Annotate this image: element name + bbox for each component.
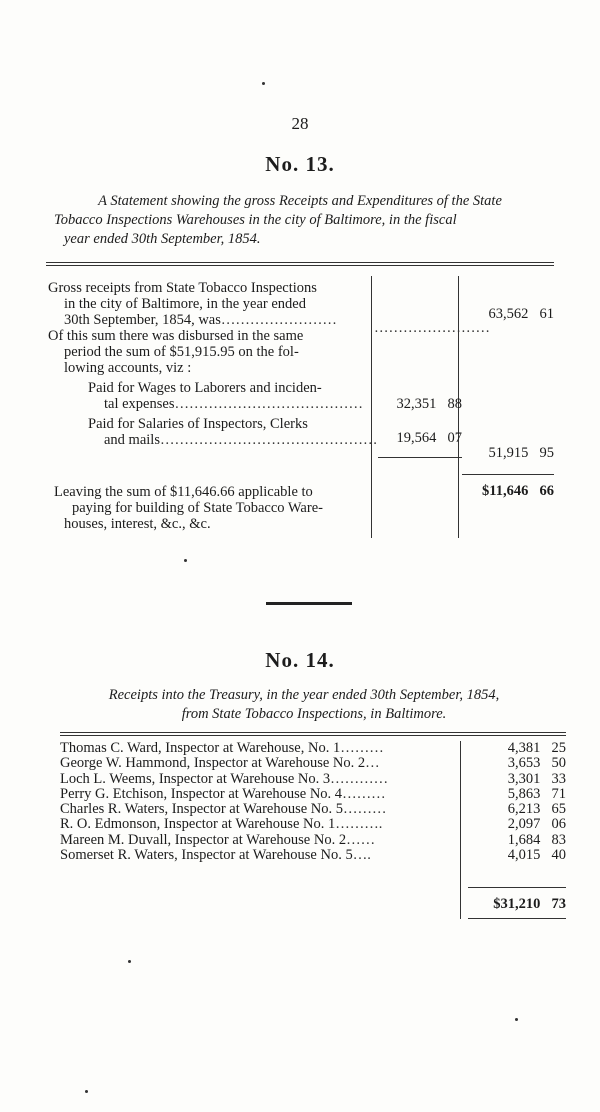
list-item: Somerset R. Waters, Inspector at Warehouse No. 5…. [60,847,371,864]
column-divider [371,276,372,538]
list-item: Charles R. Waters, Inspector at Warehouse No. 5……… [60,801,387,818]
total-rule [468,887,566,888]
ink-speck [262,82,265,85]
amount: 6,213 65 [507,801,566,818]
table-row: Gross receipts from State Tobacco Inspections [48,280,317,296]
amount: 2,097 06 [507,816,566,833]
caption-line: Receipts into the Treasury, in the year ended 30th September, 1854, [108,687,500,703]
top-rule-1 [60,732,566,733]
table-row: period the sum of $51,915.95 on the fol- [64,344,299,360]
section-14-title: No. 14. [265,648,335,672]
grand-total-amount: $31,210 73 [493,896,566,912]
amount: 4,015 40 [507,847,566,864]
caption-line: Tobacco Inspections Warehouses in the city of Baltimore, in the fiscal [54,212,457,228]
caption-line: A Statement showing the gross Receipts and Expenditures of the State [98,193,502,209]
salaries-amount: 19,564 07 [396,430,462,446]
list-item: Perry G. Etchison, Inspector at Warehouse No. 4……… [60,785,386,802]
list-item: George W. Hammond, Inspector at Warehouse No. 2… [60,755,380,772]
section-13-caption [40,192,560,249]
subtotal-rule [378,457,462,458]
table-row: Leaving the sum of $11,646.66 applicable to [54,484,313,500]
list-item: Loch L. Weems, Inspector at Warehouse No. 3………… [60,770,389,787]
table-row: paying for building of State Tobacco Ware- [72,500,323,516]
ink-speck [184,559,187,562]
table-row: lowing accounts, viz : [64,360,192,376]
table-row: tal expenses………………………………… [104,396,363,412]
section-separator [266,602,352,605]
total-underline [468,918,566,919]
table-row: Of this sum there was disbursed in the same [48,328,304,344]
total-rule [462,474,554,475]
balance-amount: $11,646 66 [482,483,554,499]
gross-total-amount: 63,562 61 [488,306,554,322]
section-14-caption [40,686,568,724]
ink-speck [85,1090,88,1093]
list-item: Thomas C. Ward, Inspector at Warehouse, No. 1……… [60,740,384,756]
table-row: Paid for Wages to Laborers and inciden- [88,380,322,396]
table-row: in the city of Baltimore, in the year ended [64,296,306,312]
amount: 5,863 71 [507,785,566,802]
ink-speck [128,960,131,963]
top-rule-2 [60,735,566,736]
wages-amount: 32,351 88 [396,396,462,412]
section-13-title: No. 13. [265,152,335,176]
table-row: Paid for Salaries of Inspectors, Clerks [88,416,308,432]
caption-line: from State Tobacco Inspections, in Baltimore. [181,706,447,722]
amount: 3,301 33 [507,770,566,787]
table-row: and mails……………………………………… [104,432,378,448]
ink-speck [515,1018,518,1021]
amount: 4,381 25 [507,740,566,756]
list-item: Mareen M. Duvall, Inspector at Warehouse No. 2…… [60,831,376,848]
amount: 1,684 83 [507,831,566,848]
top-rule-1 [46,262,554,263]
disbursed-total-amount: 51,915 95 [488,445,554,461]
top-rule-2 [46,265,554,266]
section-14-amounts [470,741,566,863]
list-item: R. O. Edmonson, Inspector at Warehouse No. 1………. [60,816,383,833]
leader-dots: …………………… [374,320,490,336]
table-row: 30th September, 1854, was…………………… [64,312,337,328]
caption-line: year ended 30th September, 1854. [64,231,261,247]
amount: 3,653 50 [507,755,566,772]
table-row: houses, interest, &c., &c. [64,516,211,532]
page-number: 28 [291,114,309,133]
